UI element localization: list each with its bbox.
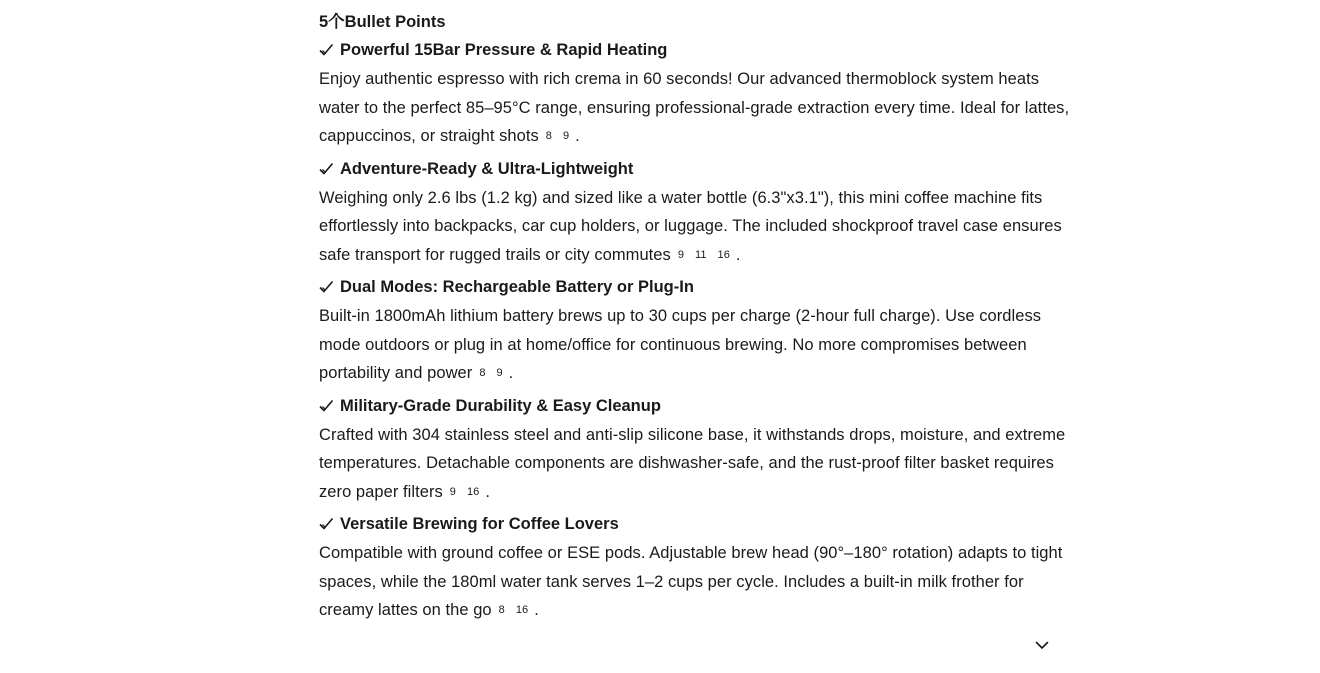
checkmark-icon <box>319 517 334 531</box>
citation-ref[interactable]: 9 <box>562 130 570 142</box>
bullet-body-text: Compatible with ground coffee or ESE pods. Adjustable brew head (90°–180° rotation) adapts to tight spaces, while the 180ml water tank serves 1–2 cups per cycle. Includes a built-in milk frother for creamy lattes on the go <box>319 544 1063 619</box>
bullet-title-text: Military-Grade Durability & Easy Cleanup <box>340 396 661 415</box>
bullet-body <box>319 302 1079 388</box>
bullet-body-text: Crafted with 304 stainless steel and anti-slip silicone base, it withstands drops, moisture, and extreme temperatures. Detachable components are dishwasher-safe, and the rust-proof filter basket requires zero paper filters <box>319 425 1066 501</box>
citation-ref[interactable]: 9 <box>677 248 685 261</box>
bullet-point-1 <box>319 38 1079 151</box>
citation-ref[interactable]: 8 <box>498 604 505 616</box>
bullet-body <box>319 184 1079 270</box>
citation-ref[interactable]: 16 <box>717 248 730 261</box>
bullet-point-3 <box>319 275 1079 388</box>
bullet-body <box>319 539 1079 625</box>
section-heading: 5个Bullet Points <box>319 13 446 31</box>
citation-ref[interactable]: 16 <box>466 485 480 498</box>
bullet-title <box>319 157 1079 181</box>
citation-ref[interactable]: 8 <box>545 130 552 142</box>
bullet-body-text: Built-in 1800mAh lithium battery brews up to 30 cups per charge (2-hour full charge). Use cordless mode outdoors or plug in at home/office for continuous brewing. No more compromises between portability and power <box>319 307 1042 382</box>
bullet-title <box>319 275 1079 299</box>
bullet-point-2 <box>319 157 1079 270</box>
bullet-body <box>319 421 1079 507</box>
bullet-body-text: Enjoy authentic espresso with rich crema in 60 seconds! Our advanced thermoblock system heats water to the perfect 85–95°C range, ensuring professional-grade extraction every time. Ideal for lattes, cappuccinos, or straight shots <box>319 70 1070 145</box>
bullet-title-text: Adventure-Ready & Ultra-Lightweight <box>340 159 634 178</box>
bullet-title-text: Powerful 15Bar Pressure & Rapid Heating <box>340 41 668 59</box>
checkmark-icon <box>319 43 334 57</box>
bullet-title-text: Versatile Brewing for Coffee Lovers <box>340 515 619 533</box>
sentence-end: . <box>735 245 741 264</box>
bullet-body <box>319 65 1079 151</box>
bullet-point-5 <box>319 512 1079 625</box>
checkmark-icon <box>319 162 334 176</box>
bullet-title <box>319 512 1079 536</box>
sentence-end: . <box>508 364 514 382</box>
checkmark-icon <box>319 399 334 413</box>
bullet-body-text: Weighing only 2.6 lbs (1.2 kg) and sized like a water bottle (6.3"x3.1"), this mini coffee machine fits effortlessly into backpacks, car cup holders, or luggage. The included shockproof travel case ensures safe transport for rugged trails or city commutes <box>319 188 1062 264</box>
citation-ref[interactable]: 9 <box>496 367 503 379</box>
sentence-end: . <box>575 127 580 145</box>
bullet-title-text: Dual Modes: Rechargeable Battery or Plug-In <box>340 278 694 296</box>
bullet-points-section <box>319 10 1079 625</box>
bullet-title <box>319 394 1079 418</box>
checkmark-icon <box>319 280 334 294</box>
sentence-end: . <box>534 601 539 619</box>
chevron-down-icon[interactable] <box>1034 637 1050 653</box>
sentence-end: . <box>485 482 490 501</box>
citation-ref[interactable]: 9 <box>449 485 456 498</box>
bullet-point-4 <box>319 394 1079 507</box>
citation-ref[interactable]: 16 <box>515 604 529 616</box>
citation-ref[interactable]: 8 <box>479 367 486 379</box>
bullet-title <box>319 38 1079 62</box>
citation-ref[interactable]: 11 <box>695 248 707 261</box>
